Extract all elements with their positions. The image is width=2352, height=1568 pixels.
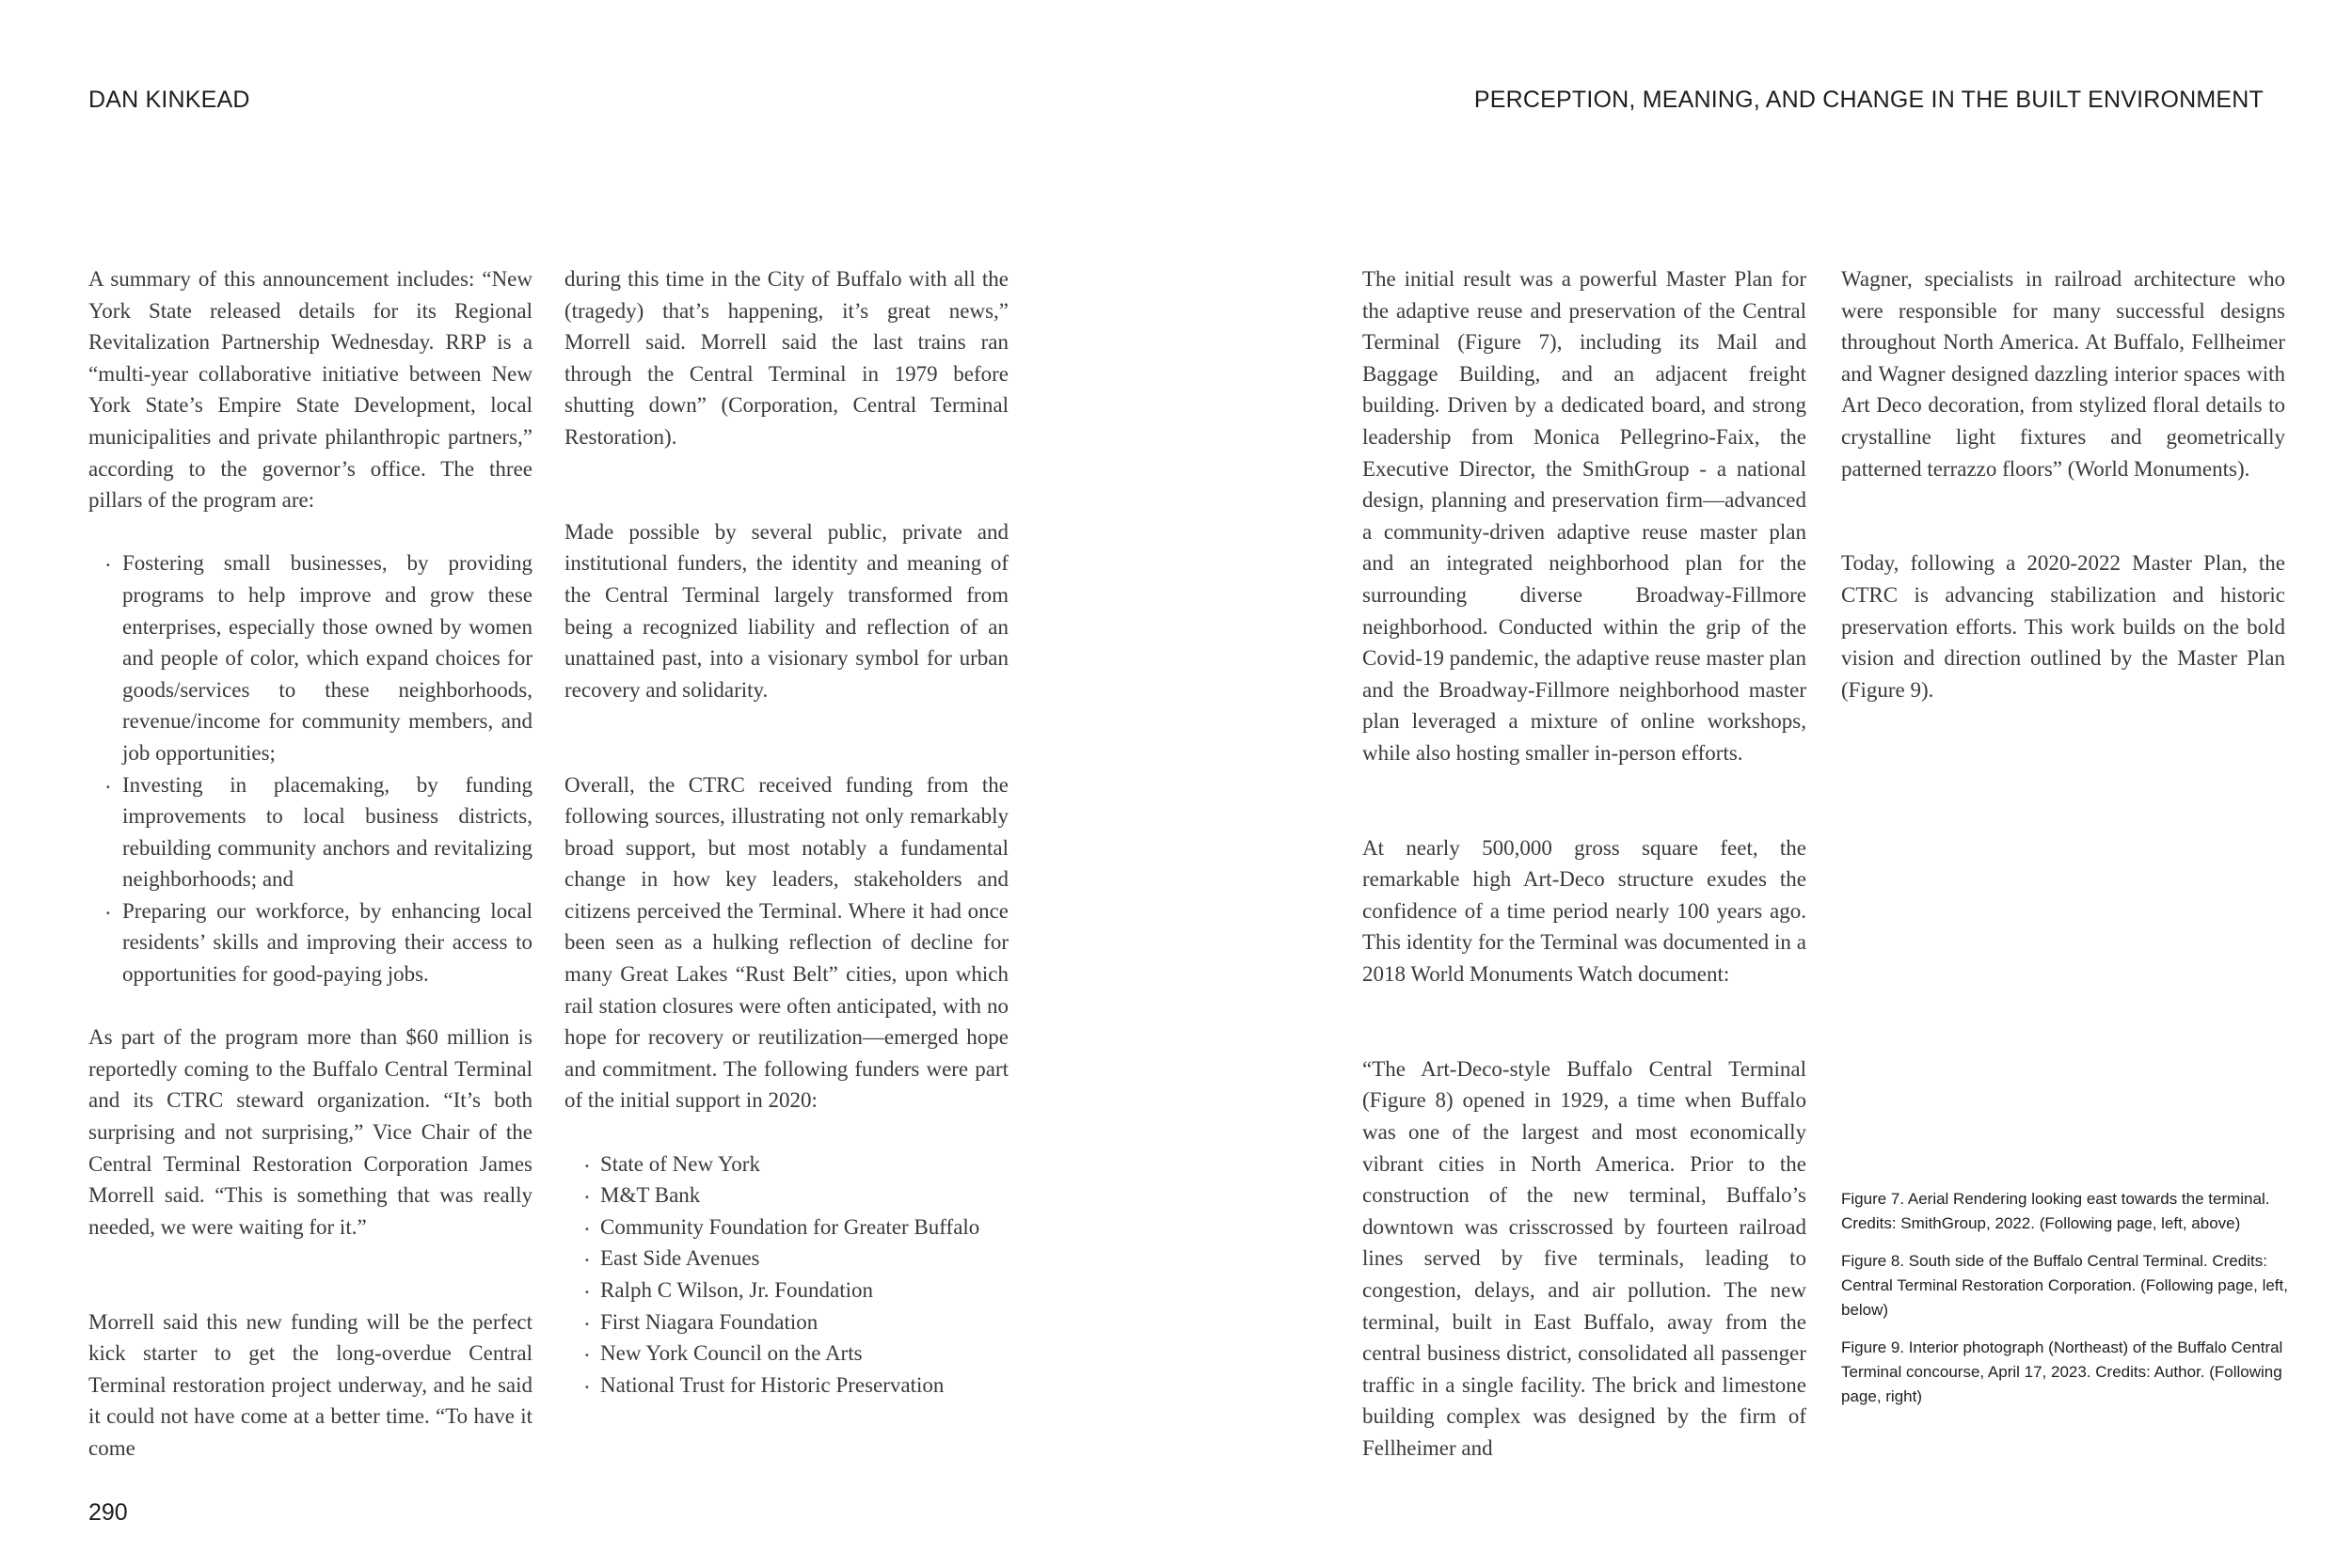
paragraph-morrell: Morrell said this new funding will be the perfect kick starter to get the long-overdue Central Terminal restoration project underway, and he said it could not have come at a better time. “To have it come [88,1309,532,1460]
running-header-author: DAN KINKEAD [88,87,250,113]
list-item: . First Niagara Foundation [600,1307,1009,1338]
page-number: 290 [88,1499,128,1526]
paragraph-continuation: during this time in the City of Buffalo with all the (tragedy) that’s happening, it’s great news,” Morrell said. Morrell said the last trains ran through the Central Terminal in 1979 before shutting down” (Corporation, Central Terminal Restoration). [564,267,1009,449]
list-item: . M&T Bank [600,1180,1009,1212]
list-item: . National Trust for Historic Preservation [600,1370,1009,1402]
text-column-1 [88,263,532,1465]
text-column-2 [564,263,1009,1401]
paragraph-master-plan: The initial result was a powerful Master Plan for the adaptive reuse and preservation of the Central Terminal (Figure 7), including its Mail and Baggage Building, and an adjacent freight building. Driven by a dedicated board, and strong leadership from Monica Pellegrino-Faix, the Executive Director, the SmithGroup - a national design, planning and preservation firm—advanced a community-driven adaptive reuse master plan and an integrated neighborhood plan for the surrounding diverse Broadway-Fillmore neighborhood. Conducted within the grip of the Covid-19 pandemic, the adaptive reuse master plan and the Broadway-Fillmore neighborhood master plan leveraged a mixture of online workshops, while also hosting smaller in-person efforts. [1362,267,1806,765]
funders-list [564,1148,1009,1402]
figure-caption: Figure 8. South side of the Buffalo Central Terminal. Credits: Central Terminal Restoration Corporation. (Following page, left, below) [1841,1252,2288,1319]
paragraph-funding: As part of the program more than $60 million is reportedly coming to the Buffalo Central Terminal and its CTRC steward organization. “It’s both surprising and not surprising,” Vice Chair of the Central Terminal Restoration Corporation James Morrell said. “This is something that was really needed, we were waiting for it.” [88,1025,532,1239]
figure-caption: Figure 7. Aerial Rendering looking east towards the terminal. Credits: SmithGroup, 2022. (Following page, left, above) [1841,1190,2270,1232]
running-header-title: PERCEPTION, MEANING, AND CHANGE IN THE BUILT ENVIRONMENT [1473,87,2264,113]
text-column-3 [1362,263,1806,1465]
pillars-list [88,547,532,990]
paragraph-identity: Made possible by several public, private and institutional funders, the identity and meaning of the Central Terminal largely transformed from being a recognized liability and reflection of an unattained past, into a visionary symbol for urban recovery and solidarity. [564,519,1009,702]
paragraph-summary: A summary of this announcement includes: “New York State released details for its Regional Revitalization Partnership Wednesday. RRP is a “multi-year collaborative initiative between New York State’s Empire State Development, local municipalities and private philanthropic partners,” according to the governor’s office. The three pillars of the program are: [88,267,532,513]
paragraph-today: Today, following a 2020-2022 Master Plan, the CTRC is advancing stabilization and historic preservation efforts. This work builds on the bold vision and direction outlined by the Master Plan (Figure 9). [1841,551,2285,702]
list-item: . East Side Avenues [600,1243,1009,1275]
paragraph-art-deco: At nearly 500,000 gross square feet, the remarkable high Art-Deco structure exudes the confidence of a time period nearly 100 years ago. This identity for the Terminal was documented in a 2018 World Monuments Watch document: [1362,835,1806,987]
list-item: . Community Foundation for Greater Buffalo [600,1212,1009,1243]
paragraph-quote: “The Art-Deco-style Buffalo Central Terminal (Figure 8) opened in 1929, a time when Buffalo was one of the largest and most economically vibrant cities in North America. Prior to the construction of the new terminal, Buffalo’s downtown was crisscrossed by fourteen railroad lines served by five terminals, leading to congestion, delays, and air pollution. The new terminal, built in East Buffalo, away from the central business district, consolidated all passenger traffic in a single facility. The brick and limestone building complex was designed by the firm of Fellheimer and [1362,1056,1806,1460]
paragraph-wagner: Wagner, specialists in railroad architecture who were responsible for many successful designs throughout North America. At Buffalo, Fellheimer and Wagner designed dazzling interior spaces with Art Deco decoration, from stylized floral details to crystalline light fixtures and geometrically patterned terrazzo floors” (World Monuments). [1841,267,2285,481]
list-item: . Fostering small businesses, by providing programs to help improve and grow these enterprises, especially those owned by women and people of color, which expand choices for goods/services to these neighborhoods, revenue/income for community members, and job opportunities; [122,547,532,768]
figure-caption: Figure 9. Interior photograph (Northeast) of the Buffalo Central Terminal concourse, April 17, 2023. Credits: Author. (Following page, right) [1841,1338,2283,1405]
list-item: . State of New York [600,1148,1009,1180]
list-item: . Investing in placemaking, by funding improvements to local business districts, rebuilding community anchors and revitalizing neighborhoods; and [122,769,532,895]
text-column-4 [1841,263,2285,705]
list-item: . New York Council on the Arts [600,1338,1009,1370]
paragraph-overall: Overall, the CTRC received funding from the following sources, illustrating not only remarkably broad support, but most notably a fundamental change in how key leaders, stakeholders and citizens perceived the Terminal. Where it had once been seen as a hulking reflection of decline for many Great Lakes “Rust Belt” cities, upon which rail station closures were often anticipated, with no hope for recovery or reutilization—emerged hope and commitment. The following funders were part of the initial support in 2020: [564,772,1009,1113]
list-item: . Ralph C Wilson, Jr. Foundation [600,1275,1009,1307]
figure-captions [1841,1187,2293,1422]
list-item: . Preparing our workforce, by enhancing local residents’ skills and improving their access to opportunities for good-paying jobs. [122,895,532,990]
